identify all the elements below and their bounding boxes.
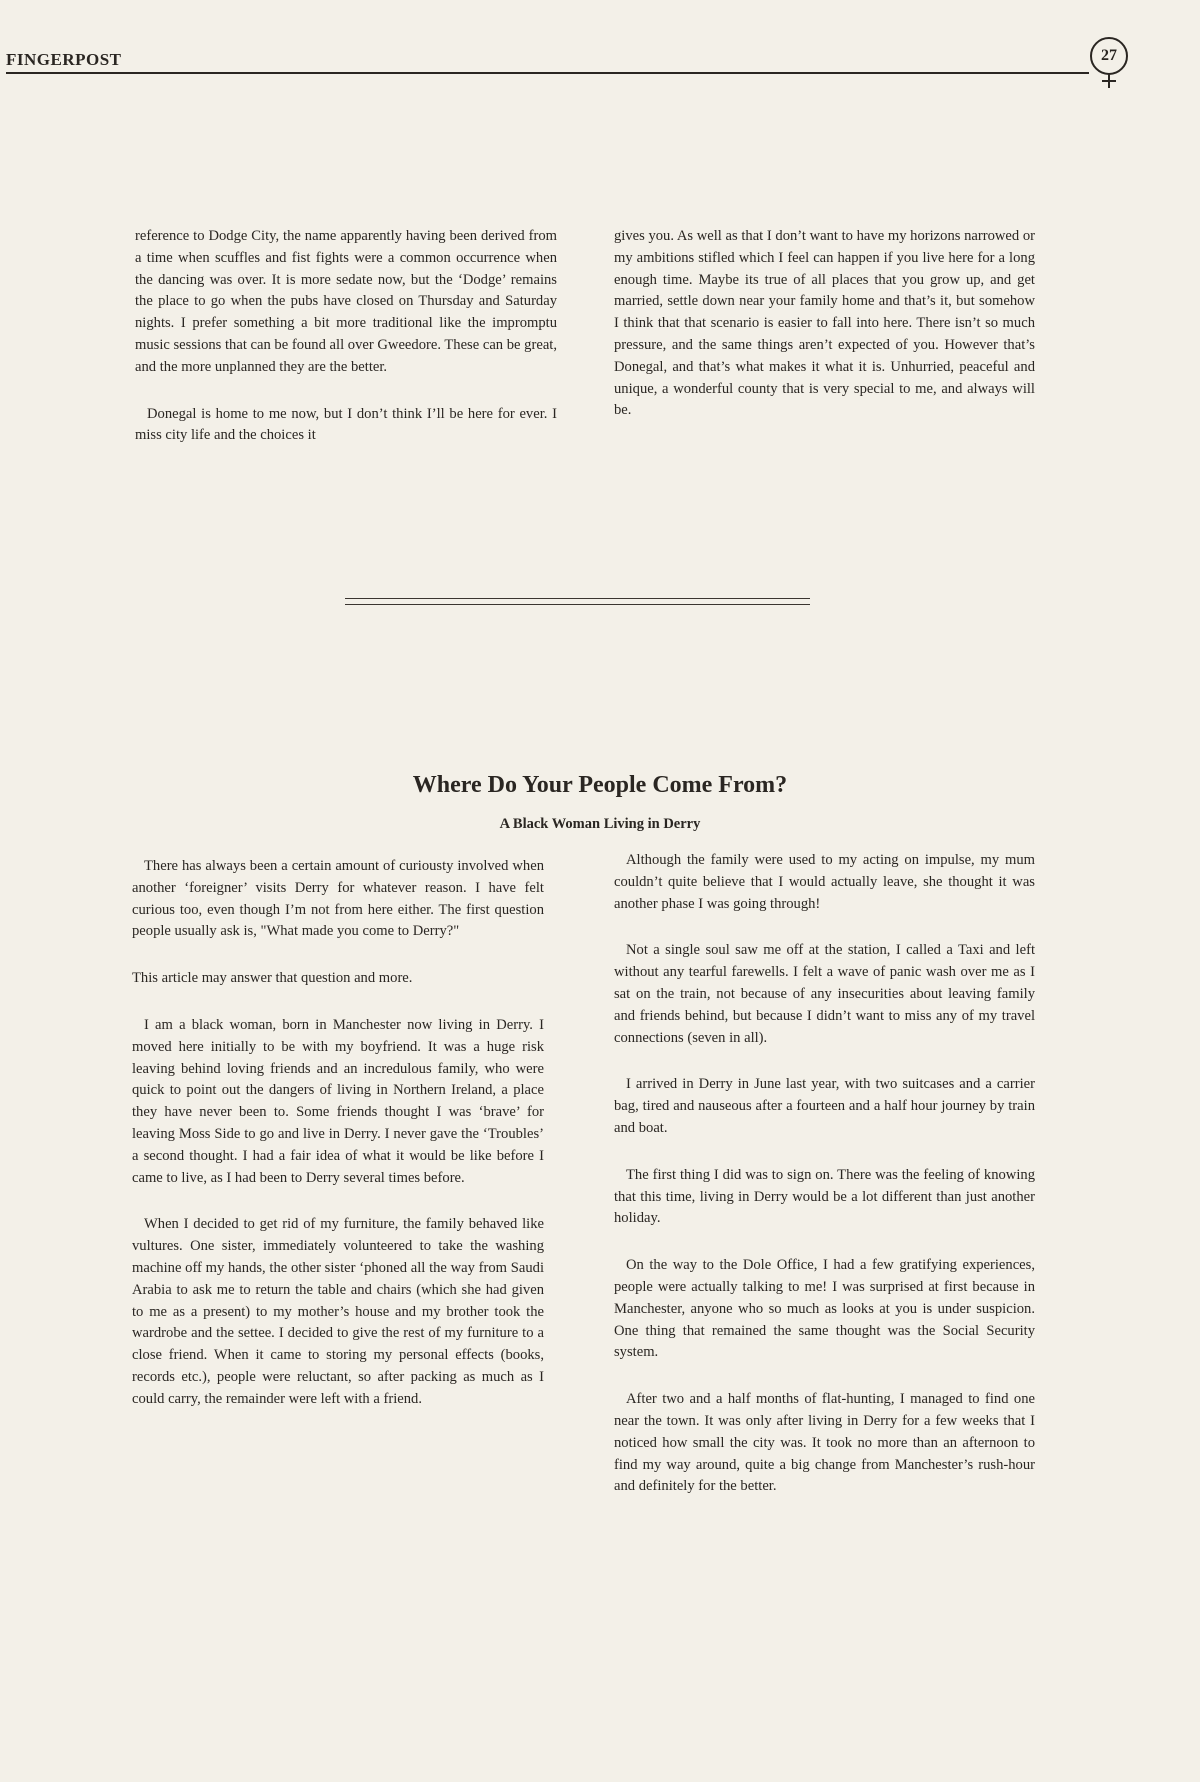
paragraph: Donegal is home to me now, but I don’t think I’ll be here for ever. I miss city life and the choices it	[135, 405, 557, 444]
paragraph: The first thing I did was to sign on. There was the feeling of knowing that this time, living in Derry would be a lot different than just another holiday.	[614, 1166, 1035, 1227]
paragraph: There has always been a certain amount of curiousty involved when another ‘foreigner’ visits Derry for whatever reason. I have felt curious too, even though I’m not from here either. The first question people usually ask is, "What made you come to Derry?"	[132, 858, 544, 940]
article-subtitle: A Black Woman Living in Derry	[499, 816, 701, 832]
paragraph: This article may answer that question and more.	[132, 970, 413, 987]
previous-article-column-2	[614, 226, 1035, 447]
section-divider	[345, 598, 810, 605]
article-column-1	[132, 856, 544, 1436]
article-title: Where Do Your People Come From?	[412, 772, 788, 798]
page-number-ornament-bar	[1102, 80, 1116, 82]
paragraph: reference to Dodge City, the name apparently having been derived from a time when scuffles and fist fights were a common occurrence when the dancing was over. It is more sedate now, but the ‘Dodge’ remains the place to go when the pubs have closed on Thursday and Saturday nights. I prefer something a bit more traditional like the impromptu music sessions that can be found all over Gweedore. These can be great, and the more unplanned they are the better.	[135, 228, 557, 375]
paragraph: gives you. As well as that I don’t want to have my horizons narrowed or my ambitions stifled which I feel can happen if you live here for a long enough time. Maybe its true of all places that you grow up, and get married, settle down near your family home and that’s it, but somehow I think that that scenario is easier to fall into here. There isn’t so much pressure, and the same things aren’t expected of you. However that’s Donegal, and that’s what makes it what it is. Unhurried, peaceful and unique, a wonderful county that is very special to me, and always will be.	[614, 228, 1035, 419]
paragraph: On the way to the Dole Office, I had a few gratifying experiences, people were actually talking to me! I was surprised at first because in Manchester, anyone who so much as looks at you is under suspicion. One thing that remained the same thought was the Social Security system.	[614, 1257, 1035, 1361]
paragraph: Not a single soul saw me off at the station, I called a Taxi and left without any tearful farewells. I felt a wave of panic wash over me as I sat on the train, not because of any insecurities about leaving family and friends behind, but because I didn’t want to miss any of my travel connections (seven in all).	[614, 942, 1035, 1046]
paragraph: When I decided to get rid of my furniture, the family behaved like vultures. One sister, immediately volunteered to take the washing machine off my hands, the other sister ‘phoned all the way from Saudi Arabia to ask me to return the table and chairs (which she had given to me as a present) to my mother’s house and my brother took the wardrobe and the settee. I decided to give the rest of my furniture to a close friend. When it came to storing my personal effects (books, records etc.), people were reluctant, so after packing as much as I could carry, the remainder were left with a friend.	[132, 1216, 544, 1407]
running-head: FINGERPOST	[6, 50, 122, 69]
paragraph: I am a black woman, born in Manchester now living in Derry. I moved here initially to be with my boyfriend. It was a huge risk leaving behind loving friends and an incredulous family, who were quick to point out the dangers of living in Northern Ireland, a place they have never been to. Some friends thought I was ‘brave’ for leaving Moss Side to go and live in Derry. I never gave the ‘Troubles’ a second thought. I had a fair idea of what it would be like before I came to live, as I had been to Derry several times before.	[132, 1016, 544, 1186]
article-column-2	[614, 850, 1035, 1523]
page-number: 27	[1090, 37, 1128, 75]
header-rule	[6, 72, 1089, 74]
previous-article-column-1	[135, 226, 557, 472]
paragraph: I arrived in Derry in June last year, with two suitcases and a carrier bag, tired and nauseous after a fourteen and a half hour journey by train and boat.	[614, 1076, 1035, 1136]
paragraph: After two and a half months of flat-hunting, I managed to find one near the town. It was only after living in Derry for a few weeks that I noticed how small the city was. It took no more than an afternoon to find my way around, quite a big change from Manchester’s rush-hour and definitely for the better.	[614, 1391, 1035, 1495]
paragraph: Although the family were used to my acting on impulse, my mum couldn’t quite believe that I would actually leave, she thought it was another phase I was going through!	[614, 852, 1035, 912]
